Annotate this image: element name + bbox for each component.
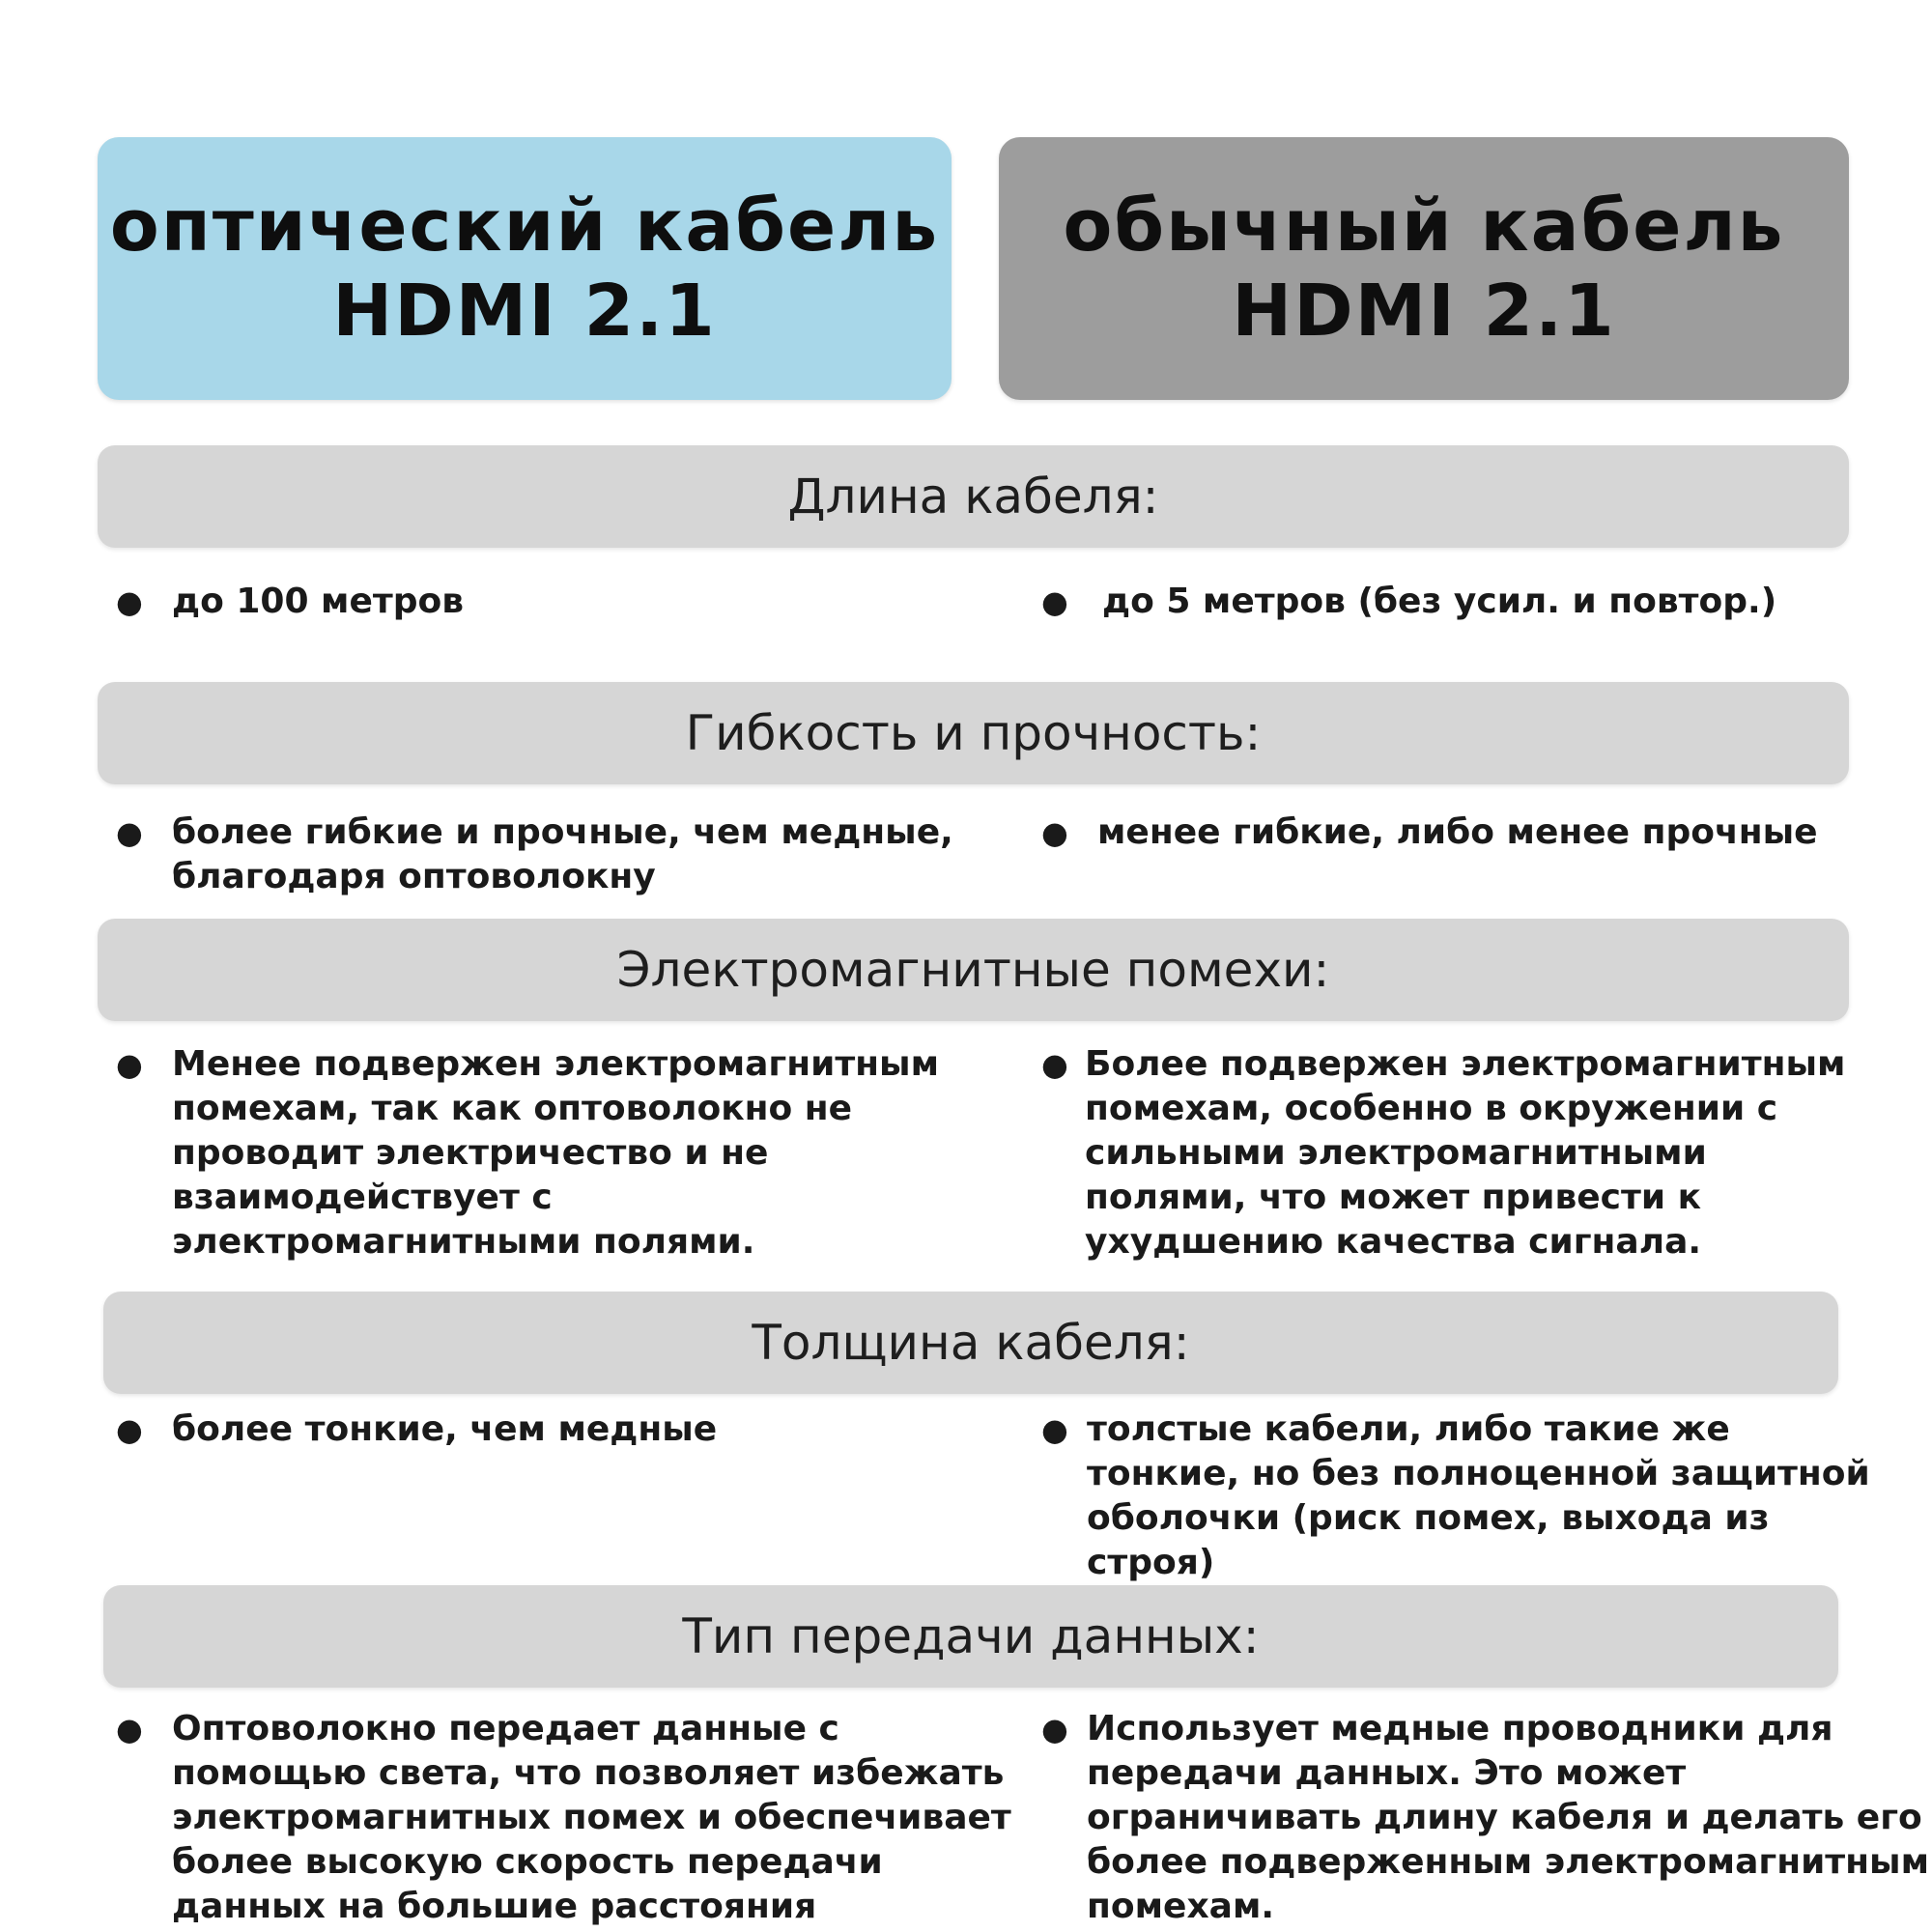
bullet-icon: ● xyxy=(116,814,143,851)
regular-text-cable-length: до 5 метров (без усил. и повтор.) xyxy=(1102,582,1777,621)
section-title-emi: Электромагнитные помехи: xyxy=(616,942,1330,998)
section-bar-thickness xyxy=(103,1292,1838,1394)
bullet-icon: ● xyxy=(1041,583,1068,620)
header-regular-cable xyxy=(999,137,1849,400)
regular-text-emi: Более подвержен электромагнитным помехам, особенно в окружении с сильными электромагнитными полями, что может привести к ухудшению качества сигнала. xyxy=(1085,1044,1846,1262)
optical-text-thickness: более тонкие, чем медные xyxy=(172,1409,718,1449)
section-title-flexibility: Гибкость и прочность: xyxy=(685,705,1262,761)
bullet-icon: ● xyxy=(1041,1046,1068,1083)
bullet-icon: ● xyxy=(1041,814,1068,851)
header-optical-cable xyxy=(98,137,952,400)
header-regular-line1: обычный кабель xyxy=(1063,185,1785,268)
section-bar-data-transfer xyxy=(103,1585,1838,1688)
section-title-thickness: Толщина кабеля: xyxy=(752,1315,1190,1371)
optical-text-flexibility: более гибкие и прочные, чем медные, благодаря оптоволокну xyxy=(172,812,953,896)
bullet-icon: ● xyxy=(1041,1411,1068,1448)
regular-text-data-transfer: Использует медные проводники для передачи данных. Это может ограничивать длину кабеля и делать его более подверженным электромагнитным помехам. xyxy=(1087,1709,1930,1926)
section-bar-cable-length xyxy=(98,445,1849,548)
bullet-icon: ● xyxy=(116,1046,143,1083)
optical-text-data-transfer: Оптоволокно передает данные с помощью света, что позволяет избежать электромагнитных помех и обеспечивает более высокую скорость передачи данных на большие расстояния xyxy=(172,1709,1011,1926)
optical-text-emi: Менее подвержен электромагнитным помехам, так как оптоволокно не проводит электричество и не взаимодействует с электромагнитными полями. xyxy=(172,1044,940,1262)
regular-text-thickness: толстые кабели, либо такие же тонкие, но без полноценной защитной оболочки (риск помех, выхода из строя) xyxy=(1087,1409,1870,1582)
bullet-icon: ● xyxy=(116,1711,143,1747)
section-bar-emi xyxy=(98,919,1849,1021)
section-title-cable-length: Длина кабеля: xyxy=(787,469,1159,525)
header-optical-line2: HDMI 2.1 xyxy=(332,270,717,353)
section-bar-flexibility xyxy=(98,682,1849,784)
header-regular-line2: HDMI 2.1 xyxy=(1232,270,1616,353)
bullet-icon: ● xyxy=(116,1411,143,1448)
bullet-icon: ● xyxy=(116,583,143,620)
regular-text-flexibility: менее гибкие, либо менее прочные xyxy=(1097,812,1818,852)
bullet-icon: ● xyxy=(1041,1711,1068,1747)
section-title-data-transfer: Тип передачи данных: xyxy=(682,1608,1260,1664)
header-optical-line1: оптический кабель xyxy=(109,185,940,268)
optical-text-cable-length: до 100 метров xyxy=(172,582,465,621)
